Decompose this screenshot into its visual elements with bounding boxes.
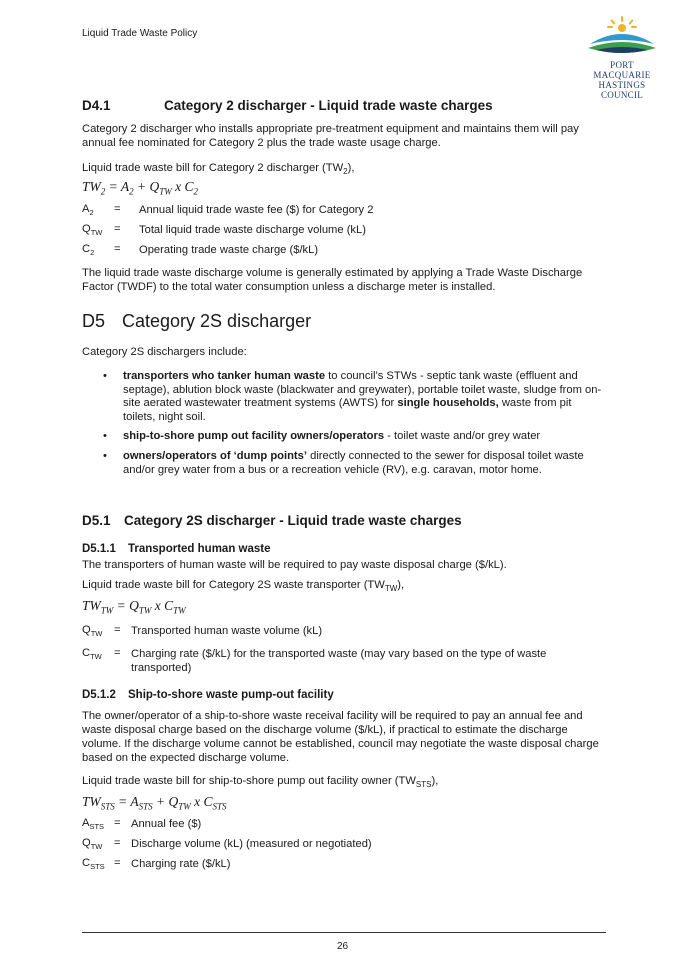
- def-text: Charging rate ($/kL): [131, 858, 231, 870]
- def-text: Annual fee ($): [131, 818, 202, 830]
- paragraph: The transporters of human waste will be required to pay waste disposal charge ($/kL).: [82, 559, 507, 571]
- def-equals: =: [114, 837, 121, 849]
- subsection-heading-d512: [82, 688, 602, 702]
- bill-text-end: ),: [397, 579, 405, 591]
- bill-line: [82, 774, 602, 792]
- bill-subscript: TW: [384, 584, 398, 594]
- def-symbol: $A_{STS}$: [82, 817, 105, 832]
- section-heading-d41: [82, 99, 602, 113]
- section-number: D5.1: [82, 513, 111, 528]
- bill-line: [82, 578, 602, 596]
- formula-tw2: $TW_2 = A_2 + Q_{TW}$ x $C_2$: [82, 179, 199, 197]
- paragraph: Category 2S dischargers include:: [82, 346, 247, 358]
- subsection-title: Transported human waste: [128, 543, 271, 555]
- def-equals: =: [114, 243, 121, 255]
- bill-subscript: 2: [343, 167, 348, 177]
- def-equals: =: [114, 817, 121, 829]
- formula-twsts: $TW_{STS} = A_{STS} + Q_{TW}$ x $C_{STS}$: [82, 794, 227, 812]
- subsection-title: Ship-to-shore waste pump-out facility: [128, 689, 334, 701]
- bullet-bold: single households,: [397, 397, 499, 410]
- bullet-marker: •: [103, 450, 107, 462]
- bill-text: Liquid trade waste bill for ship-to-shore pump out facility owner (TW: [82, 775, 416, 787]
- bill-text-end: ),: [431, 775, 439, 787]
- bullet-marker: •: [103, 370, 107, 382]
- def-symbol: $Q_{TW}$: [82, 837, 103, 852]
- bill-text-end: ),: [347, 162, 355, 174]
- def-text: Transported human waste volume (kL): [131, 625, 323, 637]
- footer-divider: [82, 932, 606, 933]
- def-symbol: $C_2$: [82, 243, 95, 258]
- formula-twtw: $TW_{TW} = Q_{TW}$ x $C_{TW}$: [82, 598, 186, 616]
- bill-subscript: STS: [415, 780, 432, 790]
- bullet-bold: owners/operators of ‘dump points’: [123, 450, 307, 462]
- bullet-bold: ship-to-shore pump out facility owners/operators: [123, 430, 385, 442]
- bullet-bold: transporters who tanker human waste: [123, 370, 326, 382]
- bill-text: Liquid trade waste bill for Category 2S waste transporter (TW: [82, 579, 385, 591]
- document-header-title: Liquid Trade Waste Policy: [82, 28, 198, 39]
- section-number: D5: [82, 311, 106, 331]
- def-symbol: $C_{TW}$: [82, 647, 102, 662]
- def-symbol: $Q_{TW}$: [82, 624, 103, 639]
- def-symbol: $C_{STS}$: [82, 857, 105, 872]
- council-logo-icon: [582, 14, 662, 60]
- bullet-text: to council’s STWs - septic tank waste (effluent and septage), ablution block waste (blackwater and greywater), portable toilet waste, sludge from on-site aerated wastewater treatment systems (AWTS) for: [123, 370, 602, 410]
- def-text: Charging rate ($/kL) for the transported waste (may vary based on the type of waste transported): [131, 648, 547, 674]
- bullet-text: waste from pit toilets, night soil.: [123, 397, 572, 423]
- bullet-text: - toilet waste and/or grey water: [384, 430, 541, 442]
- bullet-item: [123, 430, 603, 444]
- bullet-item: [123, 370, 603, 424]
- bill-line: [82, 161, 602, 179]
- subsection-number: D5.1.1: [82, 543, 116, 555]
- def-equals: =: [114, 223, 121, 235]
- logo-text-line2: HASTINGS COUNCIL: [598, 80, 646, 100]
- def-text: Annual liquid trade waste fee ($) for Category 2: [139, 204, 374, 216]
- section-title: Category 2 discharger - Liquid trade waste charges: [164, 98, 493, 113]
- paragraph: The owner/operator of a ship-to-shore waste receival facility will be required to pay an annual fee and waste disposal charge based on the discharge volume ($/kL), if practical to estimate the discharge volume. If the discharge volume cannot be established, council may negotiate the waste disposal charge based on the expected discharge volume.: [82, 710, 599, 764]
- section-title: Category 2S discharger: [122, 311, 312, 331]
- subsection-number: D5.1.2: [82, 689, 116, 701]
- def-symbol: $A_2$: [82, 203, 94, 218]
- section-heading-d5: [82, 311, 602, 331]
- logo-text-line1: PORT MACQUARIE: [593, 60, 651, 80]
- page-number: 26: [336, 941, 349, 952]
- bullet-marker: •: [103, 430, 107, 442]
- paragraph: The liquid trade waste discharge volume is generally estimated by applying a Trade Waste Discharge Factor (TWDF) to the total water consumption unless a discharge meter is installed.: [82, 267, 583, 293]
- def-equals: =: [114, 624, 121, 636]
- def-equals: =: [114, 857, 121, 869]
- def-symbol: $Q_{TW}$: [82, 223, 103, 238]
- section-heading-d51: [82, 514, 602, 528]
- def-equals: =: [114, 203, 121, 215]
- def-equals: =: [114, 647, 121, 659]
- bullet-text: directly connected to the sewer for disposal toilet waste and/or grey water from a bus or a recreation vehicle (RV), e.g. caravan, motor home.: [123, 450, 584, 476]
- bullet-item: [123, 450, 603, 477]
- subsection-heading-d511: [82, 542, 602, 556]
- paragraph: Category 2 discharger who installs appropriate pre-treatment equipment and maintains them will pay annual fee nominated for Category 2 plus the trade waste usage charge.: [82, 123, 579, 149]
- def-text: Discharge volume (kL) (measured or negotiated): [131, 838, 372, 850]
- section-number: D4.1: [82, 98, 111, 113]
- def-text: Total liquid trade waste discharge volume (kL): [139, 224, 366, 236]
- council-logo: [582, 14, 662, 100]
- section-title: Category 2S discharger - Liquid trade waste charges: [124, 513, 462, 528]
- def-text: Operating trade waste charge ($/kL): [139, 244, 319, 256]
- bill-text: Liquid trade waste bill for Category 2 discharger (TW: [82, 162, 344, 174]
